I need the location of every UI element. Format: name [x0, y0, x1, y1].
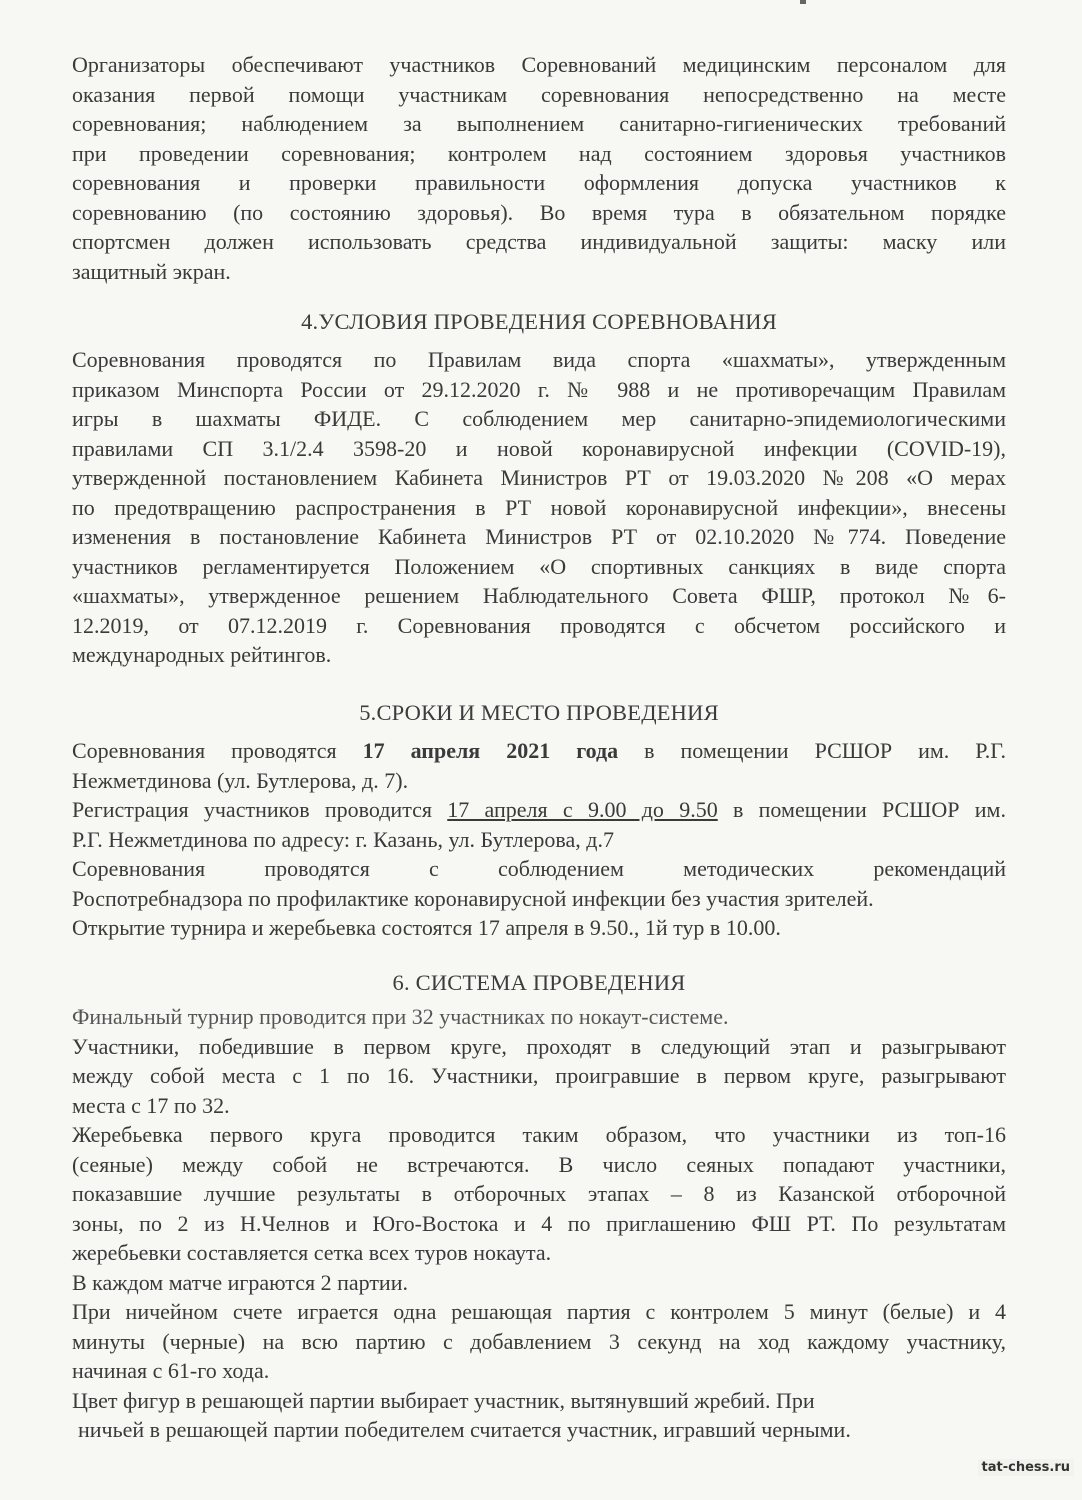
text-line: Финальный турнир проводится при 32 участниках по нокаут-системе. [72, 1004, 729, 1029]
text-line: оказания первой помощи участникам соревнования непосредственно на месте [72, 81, 1006, 107]
text-line: соревнования и проверки правильности оформления допуска участников к [72, 170, 1006, 195]
text-line: соревнования; наблюдением за выполнением санитарно-гигиенических требований [72, 111, 1006, 136]
event-date: 17 апреля 2021 года [362, 738, 619, 763]
text-line: приказом Минспорта России от 29.12.2020 г. № 988 и не противоречащим Правилам [72, 376, 1006, 402]
text-line: Роспотребнадзора по профилактике коронавирусной инфекции без участия зрителей. [72, 885, 874, 911]
text-line: ничьей в решающей партии победителем считается участник, игравший черными. [78, 1417, 851, 1442]
text-line: спортсмен должен использовать средства индивидуальной защиты: маску или [72, 229, 1006, 254]
text-fragment: в помещении РСШОР им. [717, 797, 1006, 822]
section-dates-venue [72, 698, 1006, 943]
text-fragment: Регистрация участников проводится [72, 797, 448, 822]
text-line: утвержденной постановлением Кабинета Министров РТ от 19.03.2020 №208 «О мерах [72, 465, 1006, 490]
text-line: Соревнования проводятся с соблюдением методических рекомендаций [72, 856, 1006, 881]
site-watermark: tat-chess.ru [978, 1459, 1074, 1476]
registration-time: 17 апреля с 9.00 до 9.50 [447, 797, 718, 822]
text-line: Цвет фигур в решающей партии выбирает участник, вытянувший жребий. При [72, 1387, 815, 1413]
intro-paragraph [72, 50, 1006, 286]
text-line: Р.Г. Нежметдинова по адресу: г. Казань, ул. Бутлерова, д.7 [72, 826, 614, 852]
text-line: защитный экран. [72, 258, 231, 284]
text-line: соревнованию (по состоянию здоровья). Во время тура в обязательном порядке [72, 199, 1006, 225]
text-fragment: Соревнования проводятся [72, 738, 363, 763]
text-fragment: в помещении РСШОР им. Р.Г. [618, 738, 1006, 763]
text-line: В каждом матче играются 2 партии. [72, 1269, 408, 1295]
text-line [72, 736, 1006, 766]
text-line: жеребьевки составляется сетка всех туров нокаута. [72, 1240, 552, 1265]
text-line: начиная с 61-го хода. [72, 1358, 270, 1383]
text-line: 12.2019, от 07.12.2019 г. Соревнования проводятся с обсчетом российского и [72, 612, 1006, 638]
section-heading: 6. СИСТЕМА ПРОВЕДЕНИЯ [392, 970, 686, 995]
text-line: (сеяные) между собой не встречаются. В число сеяных попадают участники, [72, 1151, 1006, 1177]
section-conditions [72, 307, 1006, 670]
text-line: при проведении соревнования; контролем над состоянием здоровья участников [72, 140, 1006, 166]
text-line: показавшие лучшие результаты в отборочных этапах – 8 из Казанской отборочной [72, 1181, 1006, 1206]
text-line: Организаторы обеспечивают участников Соревнований медицинским персоналом для [72, 52, 1006, 77]
section-heading: 5.СРОКИ И МЕСТО ПРОВЕДЕНИЯ [359, 700, 719, 725]
text-line: правилами СП 3.1/2.4 3598-20 и новой коронавирусной инфекции (COVID-19), [72, 435, 1006, 461]
text-line: зоны, по 2 из Н.Челнов и Юго-Востока и 4 по приглашению ФШ РТ. По результатам [72, 1210, 1006, 1236]
text-line: изменения в постановление Кабинета Министров РТ от 02.10.2020 №774. Поведение [72, 524, 1006, 549]
text-line: «шахматы», утвержденное решением Наблюдательного Совета ФШР, протокол №6- [72, 583, 1006, 608]
text-line: участников регламентируется Положением «О спортивных санкциях в виде спорта [72, 553, 1006, 579]
text-line: Открытие турнира и жеребьевка состоятся 17 апреля в 9.50., 1й тур в 10.00. [72, 915, 781, 940]
text-line: между собой места с 1 по 16. Участники, проигравшие в первом круге, разыгрывают [72, 1063, 1006, 1088]
section-heading: 4.УСЛОВИЯ ПРОВЕДЕНИЯ СОРЕВНОВАНИЯ [301, 309, 777, 334]
text-line: по предотвращению распространения в РТ новой коронавирусной инфекции», внесены [72, 494, 1006, 520]
text-line: Жеребьевка первого круга проводится таким образом, что участники из топ-16 [72, 1122, 1006, 1147]
text-line [72, 795, 1006, 825]
section-system [72, 968, 1006, 1445]
text-line: места с 17 по 32. [72, 1092, 230, 1118]
text-line: Нежметдинова (ул. Бутлерова, д. 7). [72, 767, 409, 793]
text-line: Участники, победившие в первом круге, проходят в следующий этап и разыгрывают [72, 1033, 1006, 1059]
text-line: игры в шахматы ФИДЕ. С соблюдением мер санитарно-эпидемиологическими [72, 406, 1006, 431]
text-line: Соревнования проводятся по Правилам вида спорта «шахматы», утвержденным [72, 347, 1006, 372]
text-line: минуты (черные) на всю партию с добавлением 3 секунд на ход каждому участнику, [72, 1328, 1006, 1354]
text-line: При ничейном счете играется одна решающая партия с контролем 5 минут (белые) и 4 [72, 1299, 1006, 1324]
scan-mark [800, 0, 806, 4]
text-line: международных рейтингов. [72, 642, 332, 667]
